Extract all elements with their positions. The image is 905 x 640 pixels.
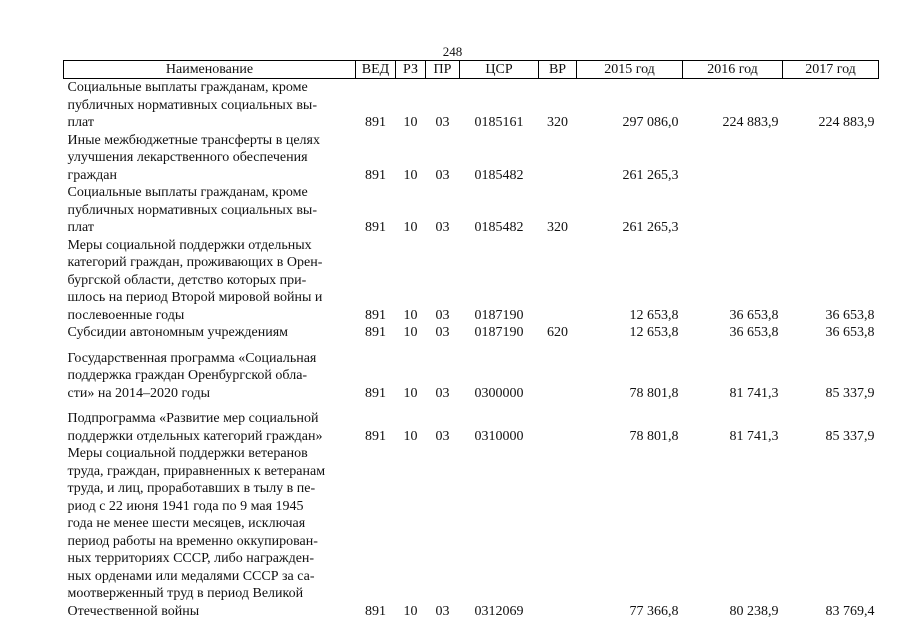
cell-ved: 891: [365, 428, 386, 444]
header-rz: РЗ: [396, 61, 426, 79]
cell-pr: 03: [435, 428, 450, 444]
cell-2016: 224 883,9: [722, 115, 779, 130]
header-name: Наименование: [64, 61, 356, 79]
name-line: ных территориях СССР, либо награжден-: [67, 551, 315, 566]
name-line: граждан: [67, 167, 117, 183]
cell-2015: 78 801,8: [629, 385, 679, 401]
name-line: риод с 22 июня 1941 года по 9 мая 1945: [67, 498, 304, 514]
cell-csr: 0312069: [474, 603, 524, 619]
name-line: бургской области, детство которых при-: [67, 272, 307, 288]
cell-csr: 0185482: [474, 220, 524, 235]
cell-rz: 10: [403, 307, 418, 323]
cell-2016: 80 238,9: [729, 603, 779, 619]
cell-2016: 36 653,8: [729, 325, 779, 340]
table-row: [64, 402, 879, 445]
cell-vr: [539, 132, 577, 185]
table-row: [64, 184, 879, 237]
name-line: года не менее шести месяцев, исключая: [67, 516, 306, 531]
table-row: [64, 237, 879, 325]
cell-ved: 891: [365, 603, 386, 619]
name-line: Иные межбюджетные трансферты в целях: [67, 132, 320, 148]
cell-ved: 891: [365, 115, 386, 130]
header-vr: ВР: [539, 61, 577, 79]
cell-2015: 78 801,8: [629, 428, 679, 444]
name-line: шлось на период Второй мировой войны и: [67, 290, 323, 305]
name-line: Меры социальной поддержки ветеранов: [67, 446, 308, 461]
name-line: труда, и лиц, проработавших в тылу в пе-: [67, 481, 316, 496]
cell-vr: 320: [547, 220, 568, 235]
name-line: Социальные выплаты гражданам, кроме: [67, 80, 308, 95]
cell-2017: 85 337,9: [825, 385, 875, 401]
cell-2017: 36 653,8: [825, 325, 875, 340]
cell-vr: 320: [547, 115, 568, 130]
cell-ved: 891: [365, 220, 386, 235]
header-pr: ПР: [426, 61, 460, 79]
table-header-row: [64, 61, 879, 79]
name-line: поддержка граждан Оренбургской обла-: [67, 368, 308, 383]
name-line: ных орденами или медалями СССР за са-: [67, 568, 315, 584]
name-line: труда, граждан, приравненных к ветеранам: [67, 463, 326, 479]
cell-pr: 03: [435, 220, 450, 235]
cell-pr: 03: [435, 167, 450, 183]
name-line: Субсидии автономным учреждениям: [67, 325, 289, 340]
cell-2015: 297 086,0: [622, 115, 679, 130]
name-line: период работы на временно оккупирован-: [67, 533, 318, 549]
cell-rz: 10: [403, 220, 418, 235]
header-2017: 2017 год: [783, 61, 879, 79]
name-line: плат: [67, 115, 94, 130]
cell-rz: 10: [403, 385, 418, 401]
cell-2015: 12 653,8: [629, 307, 679, 323]
cell-pr: 03: [435, 385, 450, 401]
name-line: Меры социальной поддержки отдельных: [67, 237, 312, 253]
cell-csr: 0187190: [474, 325, 524, 340]
cell-2016: 81 741,3: [729, 428, 779, 444]
cell-pr: 03: [435, 115, 450, 130]
cell-2017: 83 769,4: [825, 603, 875, 619]
name-line: Подпрограмма «Развитие мер социальной: [67, 411, 319, 426]
name-line: моотверженный труд в период Великой: [67, 586, 304, 601]
cell-name: [64, 184, 356, 237]
cell-name: [64, 445, 356, 620]
cell-csr: 0185161: [474, 115, 524, 130]
name-line: послевоенные годы: [67, 307, 185, 323]
cell-rz: 10: [403, 603, 418, 619]
cell-vr: [539, 402, 577, 445]
cell-ved: 891: [365, 167, 386, 183]
name-line: сти» на 2014–2020 годы: [67, 385, 211, 401]
cell-pr: 03: [435, 325, 450, 340]
cell-2015: 77 366,8: [629, 603, 679, 619]
name-line: публичных нормативных социальных вы-: [67, 202, 317, 218]
cell-name: [64, 132, 356, 185]
name-line: Отечественной войны: [67, 603, 200, 619]
cell-ved: 891: [365, 325, 386, 340]
header-2015: 2015 год: [577, 61, 683, 79]
cell-vr: [539, 237, 577, 325]
header-2016: 2016 год: [683, 61, 783, 79]
cell-2017: 85 337,9: [825, 428, 875, 444]
budget-table: [63, 60, 879, 620]
page-number: 248: [442, 44, 463, 59]
cell-2017: 224 883,9: [818, 115, 875, 130]
cell-vr: [539, 342, 577, 403]
table-row: [64, 324, 879, 342]
cell-2015: 261 265,3: [622, 220, 679, 235]
name-line: улучшения лекарственного обеспечения: [67, 150, 308, 165]
cell-ved: 891: [365, 307, 386, 323]
name-line: Государственная программа «Социальная: [67, 350, 317, 366]
cell-2016: 36 653,8: [729, 307, 779, 323]
cell-pr: 03: [435, 603, 450, 619]
cell-name: [64, 324, 356, 342]
cell-2016: [683, 184, 783, 237]
cell-rz: 10: [403, 428, 418, 444]
cell-csr: 0310000: [474, 428, 524, 444]
cell-2015: 12 653,8: [629, 325, 679, 340]
cell-rz: 10: [403, 325, 418, 340]
cell-name: [64, 342, 356, 403]
cell-pr: 03: [435, 307, 450, 323]
cell-name: [64, 237, 356, 325]
cell-csr: 0300000: [474, 385, 524, 401]
cell-csr: 0185482: [474, 167, 524, 183]
cell-ved: 891: [365, 385, 386, 401]
cell-2016: [683, 132, 783, 185]
table-row: [64, 79, 879, 132]
cell-2017: 36 653,8: [825, 307, 875, 323]
cell-2015: 261 265,3: [622, 167, 679, 183]
table-row: [64, 445, 879, 620]
header-csr: ЦСР: [460, 61, 539, 79]
table-row: [64, 342, 879, 403]
cell-name: [64, 402, 356, 445]
name-line: поддержки отдельных категорий граждан»: [67, 428, 323, 444]
cell-vr: [539, 445, 577, 620]
name-line: публичных нормативных социальных вы-: [67, 97, 317, 113]
cell-2017: [783, 184, 879, 237]
cell-vr: 620: [547, 325, 568, 340]
table-row: [64, 132, 879, 185]
cell-csr: 0187190: [474, 307, 524, 323]
cell-rz: 10: [403, 115, 418, 130]
header-ved: ВЕД: [356, 61, 396, 79]
cell-name: [64, 79, 356, 132]
name-line: плат: [67, 220, 94, 235]
name-line: Социальные выплаты гражданам, кроме: [67, 185, 308, 200]
cell-rz: 10: [403, 167, 418, 183]
cell-2016: 81 741,3: [729, 385, 779, 401]
cell-2017: [783, 132, 879, 185]
name-line: категорий граждан, проживающих в Орен-: [67, 255, 323, 270]
